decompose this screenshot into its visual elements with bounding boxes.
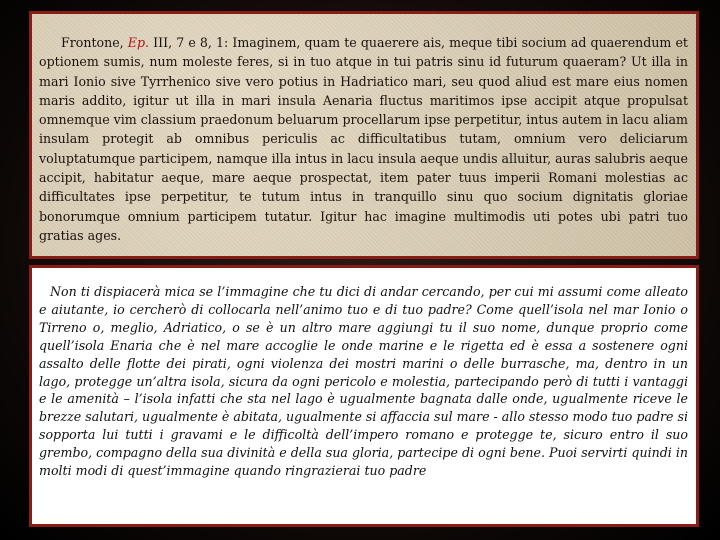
italian-translation-panel [29,265,699,527]
latin-passage [39,33,688,245]
italian-translation-text: Non ti dispiacerà mica se l’immagine che tu dici di andar cercando, per cui mi assumi come alleato e aiutante, io cercherò di collocarla nell’animo tuo e di tuo padre? Come quell’isola nel mar Ionio o Tirreno o, meglio, Adriatico, o se è un altro mare aggiungi tu il suo nome, dunque proprio come quell’isola Enaria che è nel mare accoglie le onde marine e le rigetta ed è essa a sostenere ogni assalto delle flotte dei pirati, ogni violenza dei mostri marini o delle burrasche, ma, dentro in un lago, protegge un’altra isola, sicura da ogni pericolo e molestia, partecipando però di tutti i vantaggi e le amenità – l’isola infatti che sta nel lago è ugualmente bagnata dalle onde, ugualmente riceve le brezze salutari, ugualmente è abitata, ugualmente si affaccia sul mare - allo stesso modo tuo padre si sopporta lui tutti i gravami e le difficoltà dell’impero romano e protegge te, sicuro entro il suo grembo, compagno della sua divinità e della sua gloria, partecipe di ogni bene. Puoi servirti quindi in molti modi di quest’immagine quando ringrazierai tuo padre [39,284,688,479]
citation-author: Frontone, [61,35,128,50]
latin-text: III, 7 e 8, 1: Imaginem, quam te quaerere ais, meque tibi socium ad quaerendum et optionem sumis, num moleste feres, si in tuo atque in tui patris sinu id futurum quaeram? Ut illa in mari Ionio sive Tyrrhenico sive vero potius in Hadriatico mari, seu quod aliud est mare eius nomen maris addito, igitur ut illa in mari insula Aenaria fluctus maritimos ipse accipit atque propulsat omnemque vim classium praedonum beluarum procellarum ipse perpetitur, intus autem in lacu aliam insulam protegit ab omnibus periculis ac difficultatibus tutam, omnium vero deliciarum voluptatumque participem, namque illa intus in lacu insula aeque undis alluitur, auras salubris aeque accipit, habitatur aeque, mare aeque prospectat, item pater tuus imperii Romani molestias ac difficultates ipse perpetitur, te tutum intus in tranquillo sinu quo socium dignitatis gloriae bonorumque omnium participem tutatur. Igitur hac imagine multimodis uti potes ubi patri tuo gratias ages. [39,35,688,243]
latin-text-panel [29,11,699,259]
citation-work: Ep. [127,35,150,50]
